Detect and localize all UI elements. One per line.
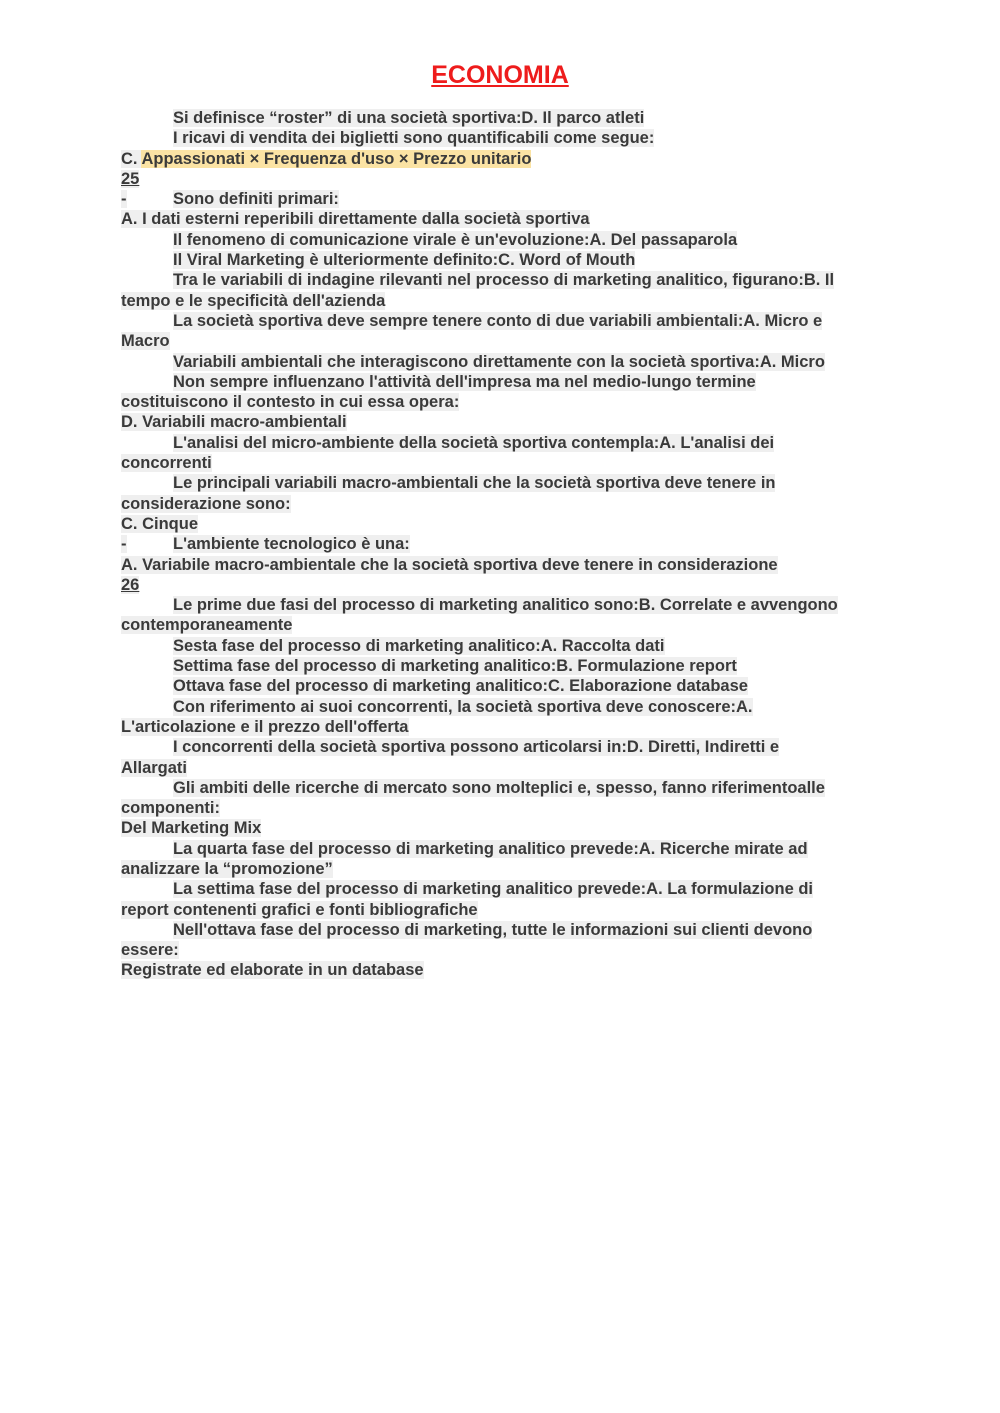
text-line: La settima fase del processo di marketing analitico prevede:A. La formulazione di: [173, 880, 814, 899]
text-line: Con riferimento ai suoi concorrenti, la società sportiva deve conoscere:A.: [173, 697, 753, 716]
text-line: componenti:: [121, 799, 220, 818]
text-line: Allargati: [121, 758, 188, 777]
text-line: Ottava fase del processo di marketing analitico:C. Elaborazione database: [173, 677, 748, 696]
text-line: L'ambiente tecnologico è una:: [173, 535, 410, 554]
document-body: [121, 108, 901, 981]
text-line: costituiscono il contesto in cui essa opera:: [121, 393, 460, 412]
dash-marker: -: [121, 535, 127, 554]
text-line: C. Cinque: [121, 514, 198, 533]
page-number: 26: [121, 575, 140, 594]
text-line: Sesta fase del processo di marketing analitico:A. Raccolta dati: [173, 636, 665, 655]
dash-marker: -: [121, 190, 127, 209]
text-line: Settima fase del processo di marketing analitico:B. Formulazione report: [173, 657, 737, 676]
text-line: concorrenti: [121, 454, 212, 473]
text-line: report contenenti grafici e fonti bibliografiche: [121, 900, 478, 919]
text-line: essere:: [121, 941, 179, 960]
text-line: tempo e le specificità dell'azienda: [121, 291, 386, 310]
text-line: Macro: [121, 332, 170, 351]
text-line: La quarta fase del processo di marketing analitico prevede:A. Ricerche mirate ad: [173, 839, 808, 858]
text-line: considerazione sono:: [121, 494, 291, 513]
text-line: Non sempre influenzano l'attività dell'impresa ma nel medio-lungo termine: [173, 372, 756, 391]
text-line: Il fenomeno di comunicazione virale è un'evoluzione:A. Del passaparola: [173, 230, 738, 249]
text-line: Registrate ed elaborate in un database: [121, 961, 424, 980]
text-line: contemporaneamente: [121, 616, 293, 635]
text-line: A. I dati esterni reperibili direttamente dalla società sportiva: [121, 210, 590, 229]
text-line: Tra le variabili di indagine rilevanti nel processo di marketing analitico, figurano:B. Il: [173, 271, 835, 290]
page-title: ECONOMIA: [431, 61, 569, 89]
text-line: Nell'ottava fase del processo di marketing, tutte le informazioni sui clienti devono: [173, 920, 813, 939]
text-line: Le prime due fasi del processo di marketing analitico sono:B. Correlate e avvengono: [173, 596, 838, 615]
text-line: I concorrenti della società sportiva possono articolarsi in:D. Diretti, Indiretti e: [173, 738, 780, 757]
text-line: Si definisce “roster” di una società sportiva:D. Il parco atleti: [173, 109, 645, 127]
text-line: Del Marketing Mix: [121, 819, 262, 838]
text-line: I ricavi di vendita dei biglietti sono quantificabili come segue:: [173, 129, 655, 148]
text-line: D. Variabili macro-ambientali: [121, 413, 347, 432]
text-line: A. Variabile macro-ambientale che la società sportiva deve tenere in considerazione: [121, 555, 778, 574]
text-line: analizzare la “promozione”: [121, 859, 333, 878]
text-line: Variabili ambientali che interagiscono direttamente con la società sportiva:A. Micro: [173, 352, 825, 371]
highlighted-answer: Appassionati × Frequenza d'uso × Prezzo unitario: [141, 149, 532, 168]
text-line: Il Viral Marketing è ulteriormente definito:C. Word of Mouth: [173, 251, 636, 270]
text-line: C.: [121, 149, 142, 168]
text-line: La società sportiva deve sempre tenere conto di due variabili ambientali:A. Micro e: [173, 311, 823, 330]
text-line: Sono definiti primari:: [173, 190, 339, 209]
page-number: 25: [121, 169, 140, 188]
text-line: L'articolazione e il prezzo dell'offerta: [121, 717, 409, 736]
text-line: Le principali variabili macro-ambientali che la società sportiva deve tenere in: [173, 474, 776, 493]
text-line: L'analisi del micro-ambiente della società sportiva contempla:A. L'analisi dei: [173, 433, 775, 452]
text-line: Gli ambiti delle ricerche di mercato sono molteplici e, spesso, fanno riferimentoalle: [173, 778, 825, 797]
